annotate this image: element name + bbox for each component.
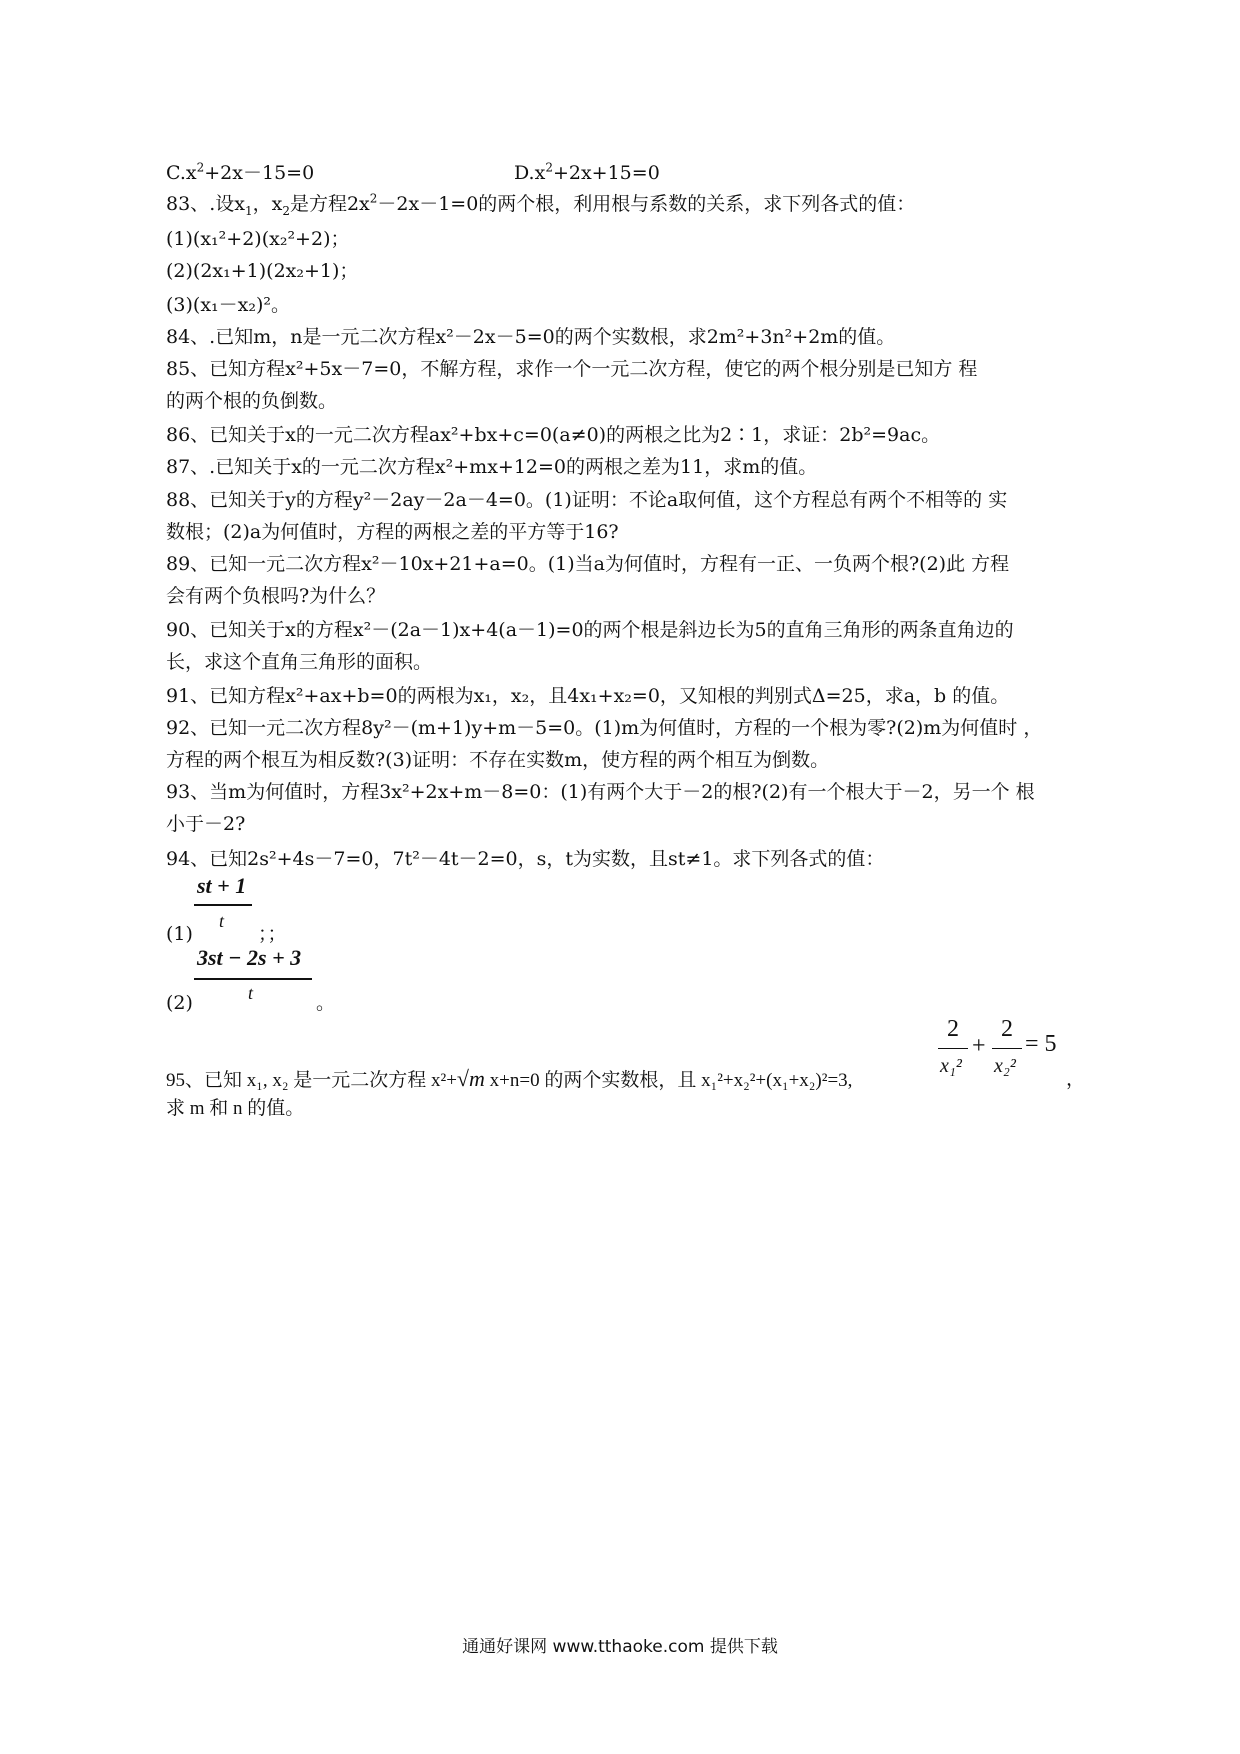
question-90-line2: 长，求这个直角三角形的面积。 [166,651,433,673]
question-90-line1: 90、已知关于x的方程x²－(2a－1)x+4(a－1)=0的两个根是斜边长为5的直角三角形的两条直角边的 [166,619,1014,641]
q83-part-2: (2)(2x₁+1)(2x₂+1)； [166,260,359,282]
question-95-line2: 求 m 和 n 的值。 [166,1098,305,1119]
q94-part-2-label: (2) [166,992,193,1014]
question-93-line2: 小于－2? [166,813,246,835]
q94-fraction-2-denominator: t [248,983,254,1003]
q83-number: 83、 [166,193,210,215]
question-92-line1: 92、已知一元二次方程8y²－(m+1)y+m－5=0。(1)m为何值时，方程的一个根为零?(2)m为何值时 ， [166,717,1043,739]
q83-stem-d: －2x－1=0的两个根，利用根与系数的关系，求下列各式的值： [377,193,916,215]
q83-sup: 2 [369,191,378,206]
question-85-line1: 85、已知方程x²+5x－7=0，不解方程，求作一个一元二次方程，使它的两个根分别是已知方 程 [166,358,978,380]
q83-stem-c: 是方程2x [289,193,370,215]
q94-fraction-2-bar [194,978,312,980]
question-93-line1: 93、当m为何值时，方程3x²+2x+m－8=0：(1)有两个大于－2的根?(2)有一个根大于－2，另一个 根 [166,781,1035,803]
q83-stem-b: ，x [252,193,283,215]
q95-eq-den-2: x₂² [994,1055,1016,1077]
q95-eq-num-1: 2 [947,1016,959,1042]
q83-part-3: (3)(x₁－x₂)²。 [166,294,291,316]
question-91: 91、已知方程x²+ax+b=0的两根为x₁，x₂，且4x₁+x₂=0，又知根的判别式Δ=25，求a，b 的值。 [166,685,1010,707]
question-94: 94、已知2s²+4s－7=0，7t²－4t－2=0，s，t为实数，且st≠1。求下列各式的值： [166,848,885,870]
q95-eq-rhs: = 5 [1025,1031,1057,1057]
question-88-line1: 88、已知关于y的方程y²－2ay－2a－4=0。(1)证明：不论a取何值，这个方程总有两个不相等的 实 [166,489,1008,511]
q95-comma: ， [1066,1068,1086,1090]
option-d-tail: +2x+15=0 [552,162,660,184]
q95-sqrt-m: √m [456,1066,485,1091]
q95-eq-plus: + [972,1033,986,1059]
q94-part-2-tail: 。 [316,992,336,1014]
option-d-sup: 2 [545,160,553,175]
question-85-line2: 的两个根的负倒数。 [166,390,338,412]
q94-fraction-1-denominator: t [219,911,225,931]
q94-fraction-1-numerator: st + 1 [197,873,247,898]
q95-eq-den-1: x₁² [940,1055,962,1077]
question-86: 86、已知关于x的一元二次方程ax²+bx+c=0(a≠0)的两根之比为2∶1，求证：2b²=9ac。 [166,424,941,446]
question-83 [166,191,916,218]
option-c-tail: +2x－15=0 [204,162,315,184]
q95-text-b: x+n=0 的两个实数根，且 x₁²+x₂²+(x₁+x₂)²=3, [484,1070,853,1091]
question-89-line1: 89、已知一元二次方程x²－10x+21+a=0。(1)当a为何值时，方程有一正、一负两个根?(2)此 方程 [166,553,1010,575]
q94-part-1-tail: ；； [258,923,287,945]
q94-fraction-2-numerator: 3st − 2s + 3 [197,945,302,970]
question-84: 84、.已知m，n是一元二次方程x²－2x－5=0的两个实数根，求2m²+3n²+2m的值。 [166,326,896,348]
option-d [514,162,660,184]
q83-sub2: 2 [282,203,290,218]
question-89-line2: 会有两个负根吗?为什么？ [166,585,386,607]
q95-text-a: 95、已知 x₁, x₂ 是一元二次方程 x²+ [166,1070,457,1091]
q95-eq-bar-1 [938,1048,968,1049]
q95-eq-num-2: 2 [1001,1016,1013,1042]
q83-sub1: 1 [244,203,253,218]
q83-stem-a: .设x [209,193,245,215]
option-c [166,162,314,184]
option-c-text: C.x [166,162,197,184]
question-87: 87、.已知关于x的一元二次方程x²+mx+12=0的两根之差为11，求m的值。 [166,456,818,478]
question-88-line2: 数根；(2)a为何值时，方程的两根之差的平方等于16? [166,521,619,543]
q94-part-1-label: (1) [166,923,193,945]
option-c-sup: 2 [196,160,205,175]
question-92-line2: 方程的两个根互为相反数?(3)证明：不存在实数m，使方程的两个相互为倒数。 [166,749,830,771]
question-95-line1 [166,1068,852,1092]
q83-part-1: (1)(x₁²+2)(x₂²+2)； [166,228,350,250]
option-d-text: D.x [514,162,546,184]
q95-eq-bar-2 [992,1048,1022,1049]
footer-credit: 通通好课网 www.tthaoke.com 提供下载 [462,1637,778,1657]
q94-fraction-1-bar [194,904,252,906]
